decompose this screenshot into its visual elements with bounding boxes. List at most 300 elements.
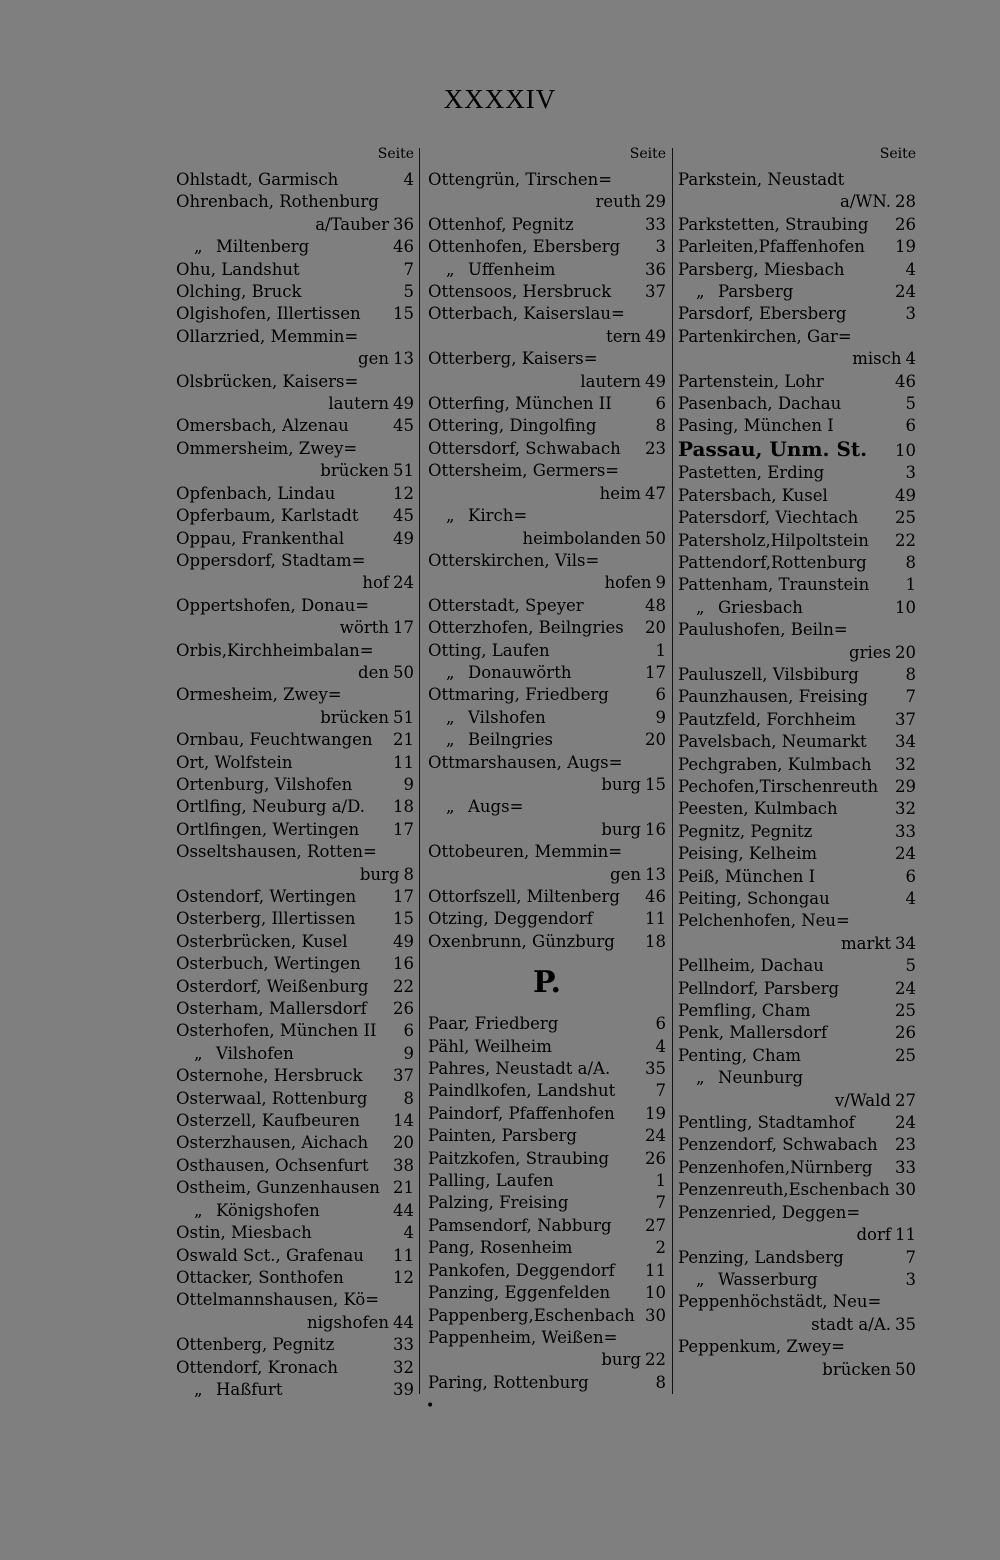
entry-name bbox=[428, 595, 640, 617]
index-entry bbox=[428, 886, 666, 908]
index-entry bbox=[678, 866, 916, 888]
index-entry bbox=[428, 707, 666, 729]
index-entry bbox=[176, 415, 414, 437]
entry-page-number: 4 bbox=[403, 170, 414, 189]
entry-name-text: Paar, Friedberg bbox=[428, 1014, 559, 1034]
entry-page-number: 11 bbox=[645, 909, 666, 929]
entry-page-number: 1 bbox=[655, 1171, 666, 1191]
index-entry bbox=[678, 393, 916, 415]
entry-name bbox=[176, 169, 388, 191]
entry-name-text: Otzing, Deggendorf bbox=[428, 909, 593, 929]
entry-page-number: 16 bbox=[645, 819, 666, 839]
entry-page-number: 17 bbox=[393, 618, 414, 638]
index-entry bbox=[176, 774, 414, 796]
entry-name bbox=[176, 998, 388, 1020]
entry-name-text: Pähl, Weilheim bbox=[428, 1036, 552, 1056]
entry-name bbox=[428, 707, 640, 729]
entry-name-text: Königshofen bbox=[216, 1200, 320, 1220]
entry-name-text: Osterzell, Kaufbeuren bbox=[176, 1111, 360, 1131]
entry-page-number: 24 bbox=[645, 1126, 666, 1146]
entry-page-number: 9 bbox=[403, 1043, 414, 1063]
entry-page-number: 4 bbox=[905, 259, 916, 279]
entry-page-number: 44 bbox=[393, 1200, 414, 1220]
entry-name-text: Pentling, Stadtamhof bbox=[678, 1113, 855, 1133]
entry-name bbox=[176, 1379, 388, 1401]
entry-name bbox=[678, 686, 890, 708]
index-entry bbox=[176, 953, 414, 975]
index-entry bbox=[678, 1291, 916, 1313]
ditto-mark: „ bbox=[194, 1200, 203, 1220]
entry-page-number: 8 bbox=[655, 416, 666, 436]
entry-name bbox=[176, 1020, 388, 1042]
entry-page-number: 37 bbox=[895, 709, 916, 729]
index-entry bbox=[176, 684, 414, 706]
entry-name bbox=[428, 259, 640, 281]
entry-name-text: Olsbrücken, Kaisers= bbox=[176, 371, 359, 391]
entry-name bbox=[678, 259, 890, 281]
entry-name bbox=[428, 214, 640, 236]
entry-name bbox=[428, 1058, 640, 1080]
index-entry bbox=[176, 438, 414, 460]
entry-name-text: Peiß, München I bbox=[678, 866, 816, 886]
index-entry bbox=[428, 1215, 666, 1237]
entry-page-number: 20 bbox=[895, 642, 916, 662]
index-entry bbox=[678, 1022, 916, 1044]
entry-name-text: Parsdorf, Ebersberg bbox=[678, 304, 847, 324]
entry-page-number: 6 bbox=[655, 685, 666, 705]
entry-page-number: 13 bbox=[645, 864, 666, 884]
entry-page-number: 7 bbox=[905, 1247, 916, 1267]
index-entry-continuation bbox=[176, 393, 414, 415]
entry-name bbox=[428, 1260, 640, 1282]
index-entry bbox=[678, 259, 916, 281]
column-divider bbox=[419, 148, 420, 1394]
entry-page-number: 49 bbox=[393, 528, 414, 548]
entry-page-number: 15 bbox=[393, 304, 414, 324]
entry-page-number: 23 bbox=[895, 1135, 916, 1155]
entry-page-number: 17 bbox=[393, 819, 414, 839]
entry-name bbox=[428, 303, 640, 325]
entry-name-text: Pastetten, Erding bbox=[678, 463, 825, 483]
entry-name bbox=[678, 1269, 890, 1291]
entry-name-text: Ottendorf, Kronach bbox=[176, 1357, 339, 1377]
entry-name-text: Palzing, Freising bbox=[428, 1193, 569, 1213]
entry-page-number: 18 bbox=[393, 797, 414, 817]
entry-page-number: 7 bbox=[905, 687, 916, 707]
entry-page-number: 25 bbox=[895, 508, 916, 528]
entry-page-number: 27 bbox=[645, 1215, 666, 1235]
entry-name-text: Pemfling, Cham bbox=[678, 1001, 811, 1021]
index-entry bbox=[176, 908, 414, 930]
entry-name-text: Penzendorf, Schwabach bbox=[678, 1135, 878, 1155]
entry-name-text: Otterskirchen, Vils= bbox=[428, 550, 600, 570]
index-entry bbox=[428, 460, 666, 482]
index-entry bbox=[428, 550, 666, 572]
entry-name-text: Pasenbach, Dachau bbox=[678, 394, 842, 414]
entry-page-number: 33 bbox=[645, 214, 666, 234]
entry-name-text: Pappenheim, Weißen= bbox=[428, 1327, 618, 1347]
index-entry-continuation bbox=[678, 1314, 916, 1336]
entry-page-number: 34 bbox=[895, 933, 916, 953]
entry-page-number: 49 bbox=[895, 485, 916, 505]
entry-name bbox=[678, 1179, 890, 1201]
entry-page-number: 50 bbox=[393, 662, 414, 682]
entry-page-number: 10 bbox=[645, 1283, 666, 1303]
index-entry-continuation bbox=[678, 191, 916, 213]
index-entry bbox=[678, 888, 916, 910]
entry-page-number: 3 bbox=[905, 463, 916, 483]
entry-page-number: 32 bbox=[895, 799, 916, 819]
index-entry-continuation bbox=[176, 864, 414, 886]
entry-page-number: 17 bbox=[393, 887, 414, 906]
entry-name bbox=[428, 1327, 640, 1349]
entry-name-continuation: burg bbox=[601, 1350, 641, 1370]
entry-name bbox=[176, 1289, 388, 1311]
entry-name bbox=[176, 1155, 388, 1177]
index-entry bbox=[428, 908, 666, 930]
entry-name-text: Osseltshausen, Rotten= bbox=[176, 842, 377, 862]
entry-page-number: 46 bbox=[393, 237, 414, 257]
entry-name-text: Donauwörth bbox=[468, 662, 572, 682]
entry-name bbox=[678, 1134, 890, 1156]
entry-page-number: 24 bbox=[895, 282, 916, 302]
index-entry bbox=[176, 886, 414, 908]
ditto-mark: „ bbox=[446, 707, 455, 727]
index-entry bbox=[176, 303, 414, 325]
ditto-mark: „ bbox=[446, 506, 455, 526]
entry-name bbox=[678, 1112, 890, 1134]
index-entry bbox=[678, 507, 916, 529]
ditto-mark: „ bbox=[696, 597, 705, 617]
entry-page-number: 49 bbox=[393, 394, 414, 414]
entry-name-text: Penzing, Landsberg bbox=[678, 1247, 844, 1267]
entry-name-text: Ottelmannshausen, Kö= bbox=[176, 1290, 380, 1310]
entry-name bbox=[176, 1110, 388, 1132]
entry-name-text: Partenkirchen, Gar= bbox=[678, 326, 852, 346]
entry-name-continuation: hof bbox=[362, 573, 389, 593]
entry-name-text: Parsberg, Miesbach bbox=[678, 259, 845, 279]
entry-name-text: Ormesheim, Zwey= bbox=[176, 685, 342, 705]
entry-page-number: 5 bbox=[403, 282, 414, 302]
index-entry bbox=[176, 259, 414, 281]
entry-name-text: Patersholz,Hilpoltstein bbox=[678, 530, 869, 550]
entry-name-text: Opfenbach, Lindau bbox=[176, 483, 336, 503]
index-entry bbox=[678, 664, 916, 686]
index-entry-continuation bbox=[678, 642, 916, 664]
entry-name bbox=[428, 796, 640, 818]
entry-name-text: Olgishofen, Illertissen bbox=[176, 304, 361, 324]
entry-name bbox=[176, 640, 388, 662]
index-entry bbox=[678, 236, 916, 258]
entry-name-continuation: dorf bbox=[856, 1225, 891, 1245]
column-divider bbox=[672, 148, 673, 1394]
index-entry bbox=[176, 1155, 414, 1177]
entry-page-number: 33 bbox=[895, 1157, 916, 1177]
entry-page-number: 20 bbox=[645, 618, 666, 638]
index-entry bbox=[176, 483, 414, 505]
entry-name bbox=[428, 1125, 640, 1147]
index-entry bbox=[176, 998, 414, 1020]
entry-name bbox=[678, 664, 890, 686]
index-entry-continuation bbox=[678, 1224, 916, 1246]
entry-page-number: 8 bbox=[905, 664, 916, 684]
entry-name bbox=[678, 507, 890, 529]
entry-name-text: Otterbach, Kaiserslau= bbox=[428, 304, 625, 324]
index-entry-continuation bbox=[428, 774, 666, 796]
entry-name bbox=[176, 415, 388, 437]
entry-page-number: 46 bbox=[895, 371, 916, 391]
index-entry bbox=[428, 752, 666, 774]
entry-page-number: 46 bbox=[645, 887, 666, 906]
index-entry-continuation bbox=[176, 707, 414, 729]
entry-name bbox=[428, 908, 640, 930]
index-entry bbox=[176, 1110, 414, 1132]
entry-name-text: Panzing, Eggenfelden bbox=[428, 1283, 611, 1303]
entry-name bbox=[678, 776, 890, 798]
entry-name bbox=[428, 1036, 640, 1058]
entry-name bbox=[428, 1170, 640, 1192]
entry-name-text: Peising, Kelheim bbox=[678, 844, 818, 864]
index-entry bbox=[678, 978, 916, 1000]
entry-name bbox=[176, 326, 388, 348]
index-entry bbox=[678, 843, 916, 865]
entry-name-text: Osthausen, Ochsenfurt bbox=[176, 1155, 369, 1175]
index-entry bbox=[678, 686, 916, 708]
index-entry bbox=[678, 1269, 916, 1291]
entry-name bbox=[176, 1357, 388, 1379]
entry-name-text: Oppau, Frankenthal bbox=[176, 528, 345, 548]
ditto-mark: „ bbox=[696, 282, 705, 302]
index-entry bbox=[678, 530, 916, 552]
entry-name-text: Miltenberg bbox=[216, 237, 310, 257]
entry-name bbox=[678, 1202, 890, 1224]
entry-name bbox=[678, 438, 890, 460]
index-entry bbox=[678, 1247, 916, 1269]
index-entry bbox=[428, 169, 666, 191]
index-entry bbox=[428, 684, 666, 706]
entry-name bbox=[176, 236, 388, 258]
entry-page-number: 3 bbox=[905, 1269, 916, 1289]
entry-name-text: Ornbau, Feuchtwangen bbox=[176, 730, 373, 750]
index-entry bbox=[176, 371, 414, 393]
ditto-mark: „ bbox=[446, 730, 455, 750]
entry-page-number: 6 bbox=[655, 1014, 666, 1034]
index-entry bbox=[176, 528, 414, 550]
entry-name-text: Osterbuch, Wertingen bbox=[176, 954, 361, 974]
entry-page-number: 14 bbox=[393, 1111, 414, 1131]
entry-page-number: 51 bbox=[393, 461, 414, 481]
entry-name-text: Ottobeuren, Memmin= bbox=[428, 842, 623, 862]
entry-name bbox=[176, 886, 388, 908]
index-entry-continuation bbox=[176, 348, 414, 370]
index-entry bbox=[678, 281, 916, 303]
entry-name-text: Paitzkofen, Straubing bbox=[428, 1148, 610, 1168]
index-entry bbox=[428, 281, 666, 303]
index-entry bbox=[428, 1372, 666, 1394]
entry-name bbox=[428, 460, 640, 482]
entry-name-text: Omersbach, Alzenau bbox=[176, 416, 349, 436]
entry-page-number: 28 bbox=[895, 192, 916, 212]
entry-name-continuation: burg bbox=[601, 819, 641, 839]
entry-name bbox=[428, 281, 640, 303]
ditto-mark: „ bbox=[446, 259, 455, 279]
entry-name-text: Osterzhausen, Aichach bbox=[176, 1133, 369, 1153]
entry-name bbox=[428, 1237, 640, 1259]
entry-page-number: 38 bbox=[393, 1155, 414, 1175]
entry-name bbox=[678, 393, 890, 415]
entry-name bbox=[176, 774, 388, 796]
entry-name bbox=[678, 281, 890, 303]
entry-name-text: Otterberg, Kaisers= bbox=[428, 349, 598, 369]
index-entry bbox=[678, 1179, 916, 1201]
entry-name-text: Parkstein, Neustadt bbox=[678, 170, 845, 189]
entry-name bbox=[678, 462, 890, 484]
entry-name bbox=[428, 841, 640, 863]
entry-page-number: 11 bbox=[393, 752, 414, 772]
entry-name-text: Pauluszell, Vilsbiburg bbox=[678, 664, 859, 684]
entry-name-continuation: a/WN. bbox=[840, 192, 891, 212]
entry-page-number: 3 bbox=[905, 304, 916, 324]
entry-name bbox=[428, 752, 640, 774]
entry-name-continuation: nigshofen bbox=[307, 1312, 389, 1332]
entry-name-continuation: markt bbox=[841, 933, 891, 953]
entry-name-text: Paindorf, Pfaffenhofen bbox=[428, 1103, 615, 1123]
entry-page-number: 50 bbox=[895, 1359, 916, 1379]
entry-name bbox=[176, 438, 388, 460]
index-entry bbox=[678, 462, 916, 484]
entry-page-number: 8 bbox=[655, 1372, 666, 1392]
entry-name-text: Pautzfeld, Forchheim bbox=[678, 709, 856, 729]
entry-name-text: Peiting, Schongau bbox=[678, 889, 830, 908]
entry-page-number: 19 bbox=[645, 1103, 666, 1123]
entry-name-text: Penting, Cham bbox=[678, 1045, 802, 1065]
index-entry bbox=[176, 729, 414, 751]
entry-name-text: Oppersdorf, Stadtam= bbox=[176, 550, 366, 570]
entry-name bbox=[678, 169, 890, 191]
entry-name-text: Ohlstadt, Garmisch bbox=[176, 170, 339, 189]
entry-name bbox=[678, 910, 890, 932]
index-entry bbox=[176, 640, 414, 662]
index-entry bbox=[176, 841, 414, 863]
index-entry bbox=[176, 1132, 414, 1154]
entry-name-text: Ottersdorf, Schwabach bbox=[428, 438, 621, 458]
ditto-mark: „ bbox=[194, 237, 203, 257]
entry-name bbox=[428, 1013, 640, 1035]
index-entry bbox=[176, 326, 414, 348]
entry-name-continuation: gries bbox=[849, 642, 891, 662]
entry-name-text: Augs= bbox=[468, 797, 524, 817]
index-entry-continuation bbox=[428, 326, 666, 348]
index-entry bbox=[428, 640, 666, 662]
entry-page-number: 12 bbox=[393, 483, 414, 503]
entry-name-text: Neunburg bbox=[718, 1068, 804, 1088]
entry-page-number: 25 bbox=[895, 1001, 916, 1021]
entry-name-text: Wasserburg bbox=[718, 1269, 818, 1289]
entry-name bbox=[176, 505, 388, 527]
index-entry bbox=[678, 955, 916, 977]
entry-name-text: Ottmarshausen, Augs= bbox=[428, 752, 623, 772]
entry-name bbox=[428, 550, 640, 572]
entry-name-text: Ottering, Dingolfing bbox=[428, 416, 597, 436]
index-entry bbox=[678, 326, 916, 348]
index-entry-continuation bbox=[176, 1312, 414, 1334]
entry-page-number: 30 bbox=[645, 1305, 666, 1325]
entry-name-text: Otterzhofen, Beilngries bbox=[428, 618, 624, 638]
entry-name-continuation: lautern bbox=[580, 371, 641, 391]
entry-name-text: Oppertshofen, Donau= bbox=[176, 595, 370, 615]
entry-page-number: 13 bbox=[393, 349, 414, 369]
entry-name-continuation: hofen bbox=[604, 573, 652, 593]
entry-name-text: Patersbach, Kusel bbox=[678, 485, 828, 505]
entry-name-text: Ohu, Landshut bbox=[176, 259, 300, 279]
entry-page-number: 29 bbox=[895, 776, 916, 796]
entry-name-text: Ottenberg, Pegnitz bbox=[176, 1335, 335, 1355]
index-entry-continuation bbox=[176, 214, 414, 236]
entry-page-number: 6 bbox=[905, 866, 916, 886]
entry-name-text: Ort, Wolfstein bbox=[176, 752, 293, 772]
index-entry bbox=[678, 754, 916, 776]
entry-name bbox=[678, 415, 890, 437]
entry-page-number: 1 bbox=[905, 575, 916, 595]
entry-name bbox=[678, 552, 890, 574]
index-entry bbox=[428, 729, 666, 751]
entry-name bbox=[678, 485, 890, 507]
entry-name-text: Ottengrün, Tirschen= bbox=[428, 170, 613, 189]
entry-page-number: 47 bbox=[645, 483, 666, 503]
entry-name bbox=[428, 1305, 640, 1327]
entry-name-continuation: burg bbox=[359, 864, 400, 884]
entry-page-number: 49 bbox=[645, 326, 666, 346]
entry-name-text: Palling, Laufen bbox=[428, 1171, 554, 1191]
index-entry bbox=[428, 236, 666, 258]
entry-page-number: 15 bbox=[645, 774, 666, 794]
index-entry bbox=[678, 485, 916, 507]
index-entry bbox=[428, 259, 666, 281]
entry-name-continuation: heim bbox=[599, 483, 641, 503]
entry-name-text: Orbis,Kirchheimbalan= bbox=[176, 640, 374, 660]
entry-name bbox=[176, 281, 388, 303]
entry-page-number: 21 bbox=[393, 730, 414, 750]
entry-name-text: Pasing, München I bbox=[678, 416, 834, 436]
entry-name bbox=[678, 619, 890, 641]
entry-page-number: 2 bbox=[655, 1238, 666, 1258]
entry-page-number: 48 bbox=[645, 595, 666, 615]
entry-name bbox=[678, 371, 890, 393]
entry-name-text: Penzenried, Deggen= bbox=[678, 1202, 861, 1222]
entry-name-text: Otting, Laufen bbox=[428, 640, 550, 660]
entry-page-number: 34 bbox=[895, 732, 916, 752]
entry-name bbox=[176, 1200, 388, 1222]
entry-page-number: 50 bbox=[645, 528, 666, 548]
entry-name-text: Oswald Sct., Grafenau bbox=[176, 1245, 364, 1265]
ditto-mark: „ bbox=[194, 1043, 203, 1063]
entry-name bbox=[176, 841, 388, 863]
entry-page-number: 33 bbox=[393, 1335, 414, 1355]
entry-name-text: Penzenreuth,Eschenbach bbox=[678, 1180, 890, 1200]
index-entry bbox=[678, 214, 916, 236]
index-entry bbox=[678, 1202, 916, 1224]
index-entry-continuation bbox=[428, 483, 666, 505]
index-entry bbox=[678, 731, 916, 753]
ditto-mark: „ bbox=[696, 1068, 705, 1088]
entry-name bbox=[428, 169, 640, 191]
entry-name-text: Pechgraben, Kulmbach bbox=[678, 754, 872, 774]
index-column-1 bbox=[176, 145, 414, 1401]
index-entry bbox=[176, 1289, 414, 1311]
entry-name-continuation: den bbox=[358, 662, 389, 682]
entry-name bbox=[678, 754, 890, 776]
index-entry-continuation bbox=[428, 191, 666, 213]
